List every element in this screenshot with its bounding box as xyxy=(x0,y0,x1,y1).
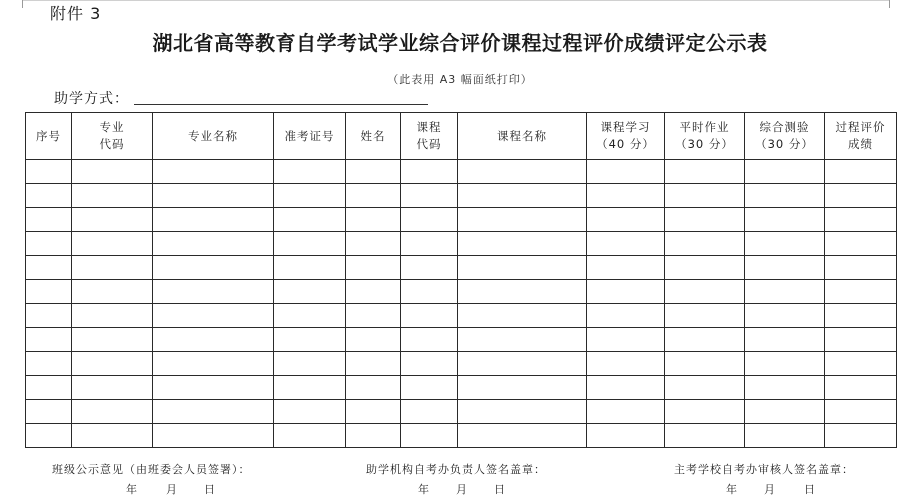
cell-major-name[interactable] xyxy=(153,400,274,424)
cell-process-score[interactable] xyxy=(825,232,897,256)
cell-ticket-no[interactable] xyxy=(274,184,346,208)
cell-course-study[interactable] xyxy=(587,232,665,256)
cell-overall-test[interactable] xyxy=(745,328,825,352)
table-row xyxy=(26,304,897,328)
cell-regular-work[interactable] xyxy=(665,256,745,280)
cell-course-name[interactable] xyxy=(458,232,587,256)
cell-major-name[interactable] xyxy=(153,328,274,352)
cell-overall-test[interactable] xyxy=(745,208,825,232)
column-header-overall-test xyxy=(745,113,825,160)
cell-seq[interactable] xyxy=(26,304,72,328)
agency-sign-label: 助学机构自考办负责人签名盖章： xyxy=(366,463,546,476)
cell-regular-work[interactable] xyxy=(665,424,745,448)
study-mode-label: 助学方式： xyxy=(54,91,129,107)
table-row xyxy=(26,376,897,400)
table-row xyxy=(26,352,897,376)
cell-course-name[interactable] xyxy=(458,256,587,280)
cell-name[interactable] xyxy=(346,160,401,184)
cell-name[interactable] xyxy=(346,232,401,256)
cell-major-code[interactable] xyxy=(72,208,153,232)
cell-overall-test[interactable] xyxy=(745,424,825,448)
cell-major-code[interactable] xyxy=(72,280,153,304)
cell-course-name[interactable] xyxy=(458,352,587,376)
column-header-line: 成绩 xyxy=(848,137,873,151)
cell-course-name[interactable] xyxy=(458,328,587,352)
date-day-label: 日 xyxy=(204,483,215,496)
date-year-label: 年 xyxy=(726,483,737,496)
cell-seq[interactable] xyxy=(26,328,72,352)
cell-major-name[interactable] xyxy=(153,184,274,208)
cell-process-score[interactable] xyxy=(825,424,897,448)
cell-ticket-no[interactable] xyxy=(274,424,346,448)
cell-seq[interactable] xyxy=(26,184,72,208)
column-header-seq xyxy=(26,113,72,160)
cell-course-code[interactable] xyxy=(401,184,458,208)
date-month-label: 月 xyxy=(764,483,775,496)
table-header-row xyxy=(26,113,897,160)
cell-seq[interactable] xyxy=(26,232,72,256)
cell-process-score[interactable] xyxy=(825,304,897,328)
cell-process-score[interactable] xyxy=(825,208,897,232)
column-header-major-name xyxy=(153,113,274,160)
print-note: （此表用 A3 幅面纸打印） xyxy=(387,73,533,86)
cell-ticket-no[interactable] xyxy=(274,328,346,352)
column-header-line: 准考证号 xyxy=(284,128,335,143)
cell-ticket-no[interactable] xyxy=(274,160,346,184)
cell-process-score[interactable] xyxy=(825,400,897,424)
cell-overall-test[interactable] xyxy=(745,400,825,424)
page-corner-mark-left xyxy=(22,0,23,8)
column-header-line: （30 分） xyxy=(755,137,814,151)
column-header-line: 课程学习 xyxy=(600,120,651,134)
cell-ticket-no[interactable] xyxy=(274,232,346,256)
table-row xyxy=(26,160,897,184)
cell-regular-work[interactable] xyxy=(665,280,745,304)
column-header-line: 代码 xyxy=(99,137,125,151)
cell-course-name[interactable] xyxy=(458,376,587,400)
table-row xyxy=(26,208,897,232)
cell-course-code[interactable] xyxy=(401,280,458,304)
attachment-label: 附件 3 xyxy=(50,4,102,23)
cell-major-name[interactable] xyxy=(153,232,274,256)
cell-name[interactable] xyxy=(346,304,401,328)
cell-seq[interactable] xyxy=(26,280,72,304)
column-header-line: 综合测验 xyxy=(759,120,810,134)
cell-overall-test[interactable] xyxy=(745,280,825,304)
cell-regular-work[interactable] xyxy=(665,400,745,424)
cell-course-name[interactable] xyxy=(458,160,587,184)
cell-course-study[interactable] xyxy=(587,280,665,304)
cell-process-score[interactable] xyxy=(825,184,897,208)
cell-process-score[interactable] xyxy=(825,376,897,400)
column-header-line: 代码 xyxy=(416,137,442,151)
cell-ticket-no[interactable] xyxy=(274,280,346,304)
cell-course-study[interactable] xyxy=(587,424,665,448)
column-header-name xyxy=(346,113,401,160)
cell-seq[interactable] xyxy=(26,400,72,424)
cell-seq[interactable] xyxy=(26,352,72,376)
cell-course-name[interactable] xyxy=(458,184,587,208)
cell-course-code[interactable] xyxy=(401,424,458,448)
column-header-line: （30 分） xyxy=(675,137,734,151)
column-header-line: 姓名 xyxy=(360,128,386,143)
cell-major-code[interactable] xyxy=(72,160,153,184)
cell-course-study[interactable] xyxy=(587,304,665,328)
table-row xyxy=(26,424,897,448)
column-header-line: （40 分） xyxy=(596,137,655,151)
cell-course-code[interactable] xyxy=(401,328,458,352)
cell-course-study[interactable] xyxy=(587,160,665,184)
cell-overall-test[interactable] xyxy=(745,232,825,256)
cell-regular-work[interactable] xyxy=(665,160,745,184)
cell-major-code[interactable] xyxy=(72,256,153,280)
cell-ticket-no[interactable] xyxy=(274,352,346,376)
cell-major-code[interactable] xyxy=(72,232,153,256)
cell-name[interactable] xyxy=(346,328,401,352)
school-sign-label: 主考学校自考办审核人签名盖章： xyxy=(674,463,854,476)
cell-course-study[interactable] xyxy=(587,376,665,400)
table-row xyxy=(26,184,897,208)
table-row xyxy=(26,232,897,256)
cell-name[interactable] xyxy=(346,400,401,424)
cell-major-name[interactable] xyxy=(153,376,274,400)
cell-ticket-no[interactable] xyxy=(274,304,346,328)
date-month-label: 月 xyxy=(166,483,177,496)
cell-name[interactable] xyxy=(346,352,401,376)
cell-course-study[interactable] xyxy=(587,184,665,208)
cell-process-score[interactable] xyxy=(825,256,897,280)
cell-regular-work[interactable] xyxy=(665,304,745,328)
cell-course-name[interactable] xyxy=(458,400,587,424)
cell-major-code[interactable] xyxy=(72,424,153,448)
cell-name[interactable] xyxy=(346,184,401,208)
column-header-line: 过程评价 xyxy=(835,120,886,134)
cell-name[interactable] xyxy=(346,376,401,400)
page-top-border xyxy=(22,0,890,1)
table-row xyxy=(26,400,897,424)
cell-seq[interactable] xyxy=(26,424,72,448)
cell-ticket-no[interactable] xyxy=(274,376,346,400)
cell-regular-work[interactable] xyxy=(665,352,745,376)
cell-course-code[interactable] xyxy=(401,256,458,280)
cell-major-name[interactable] xyxy=(153,256,274,280)
column-header-course-code xyxy=(401,113,458,160)
cell-name[interactable] xyxy=(346,424,401,448)
cell-course-study[interactable] xyxy=(587,352,665,376)
cell-course-code[interactable] xyxy=(401,304,458,328)
date-day-label: 日 xyxy=(494,483,505,496)
date-day-label: 日 xyxy=(804,483,815,496)
date-year-label: 年 xyxy=(418,483,429,496)
cell-course-code[interactable] xyxy=(401,232,458,256)
page-corner-mark-right xyxy=(889,0,890,8)
cell-process-score[interactable] xyxy=(825,328,897,352)
cell-overall-test[interactable] xyxy=(745,256,825,280)
cell-major-name[interactable] xyxy=(153,280,274,304)
cell-course-name[interactable] xyxy=(458,304,587,328)
column-header-line: 专业名称 xyxy=(188,128,238,143)
cell-major-code[interactable] xyxy=(72,400,153,424)
cell-course-name[interactable] xyxy=(458,424,587,448)
cell-ticket-no[interactable] xyxy=(274,256,346,280)
study-mode-fill-line[interactable] xyxy=(134,104,428,105)
cell-major-code[interactable] xyxy=(72,304,153,328)
cell-course-code[interactable] xyxy=(401,400,458,424)
cell-course-study[interactable] xyxy=(587,328,665,352)
cell-course-name[interactable] xyxy=(458,208,587,232)
cell-regular-work[interactable] xyxy=(665,184,745,208)
column-header-regular-work xyxy=(665,113,745,160)
cell-course-name[interactable] xyxy=(458,280,587,304)
document-title: 湖北省高等教育自学考试学业综合评价课程过程评价成绩评定公示表 xyxy=(152,31,768,55)
date-month-label: 月 xyxy=(456,483,467,496)
cell-course-study[interactable] xyxy=(587,208,665,232)
cell-major-name[interactable] xyxy=(153,352,274,376)
column-header-line: 序号 xyxy=(36,128,61,143)
cell-process-score[interactable] xyxy=(825,352,897,376)
cell-major-name[interactable] xyxy=(153,304,274,328)
cell-course-code[interactable] xyxy=(401,160,458,184)
cell-course-code[interactable] xyxy=(401,352,458,376)
column-header-line: 平时作业 xyxy=(679,120,730,134)
column-header-process-score xyxy=(825,113,897,160)
cell-overall-test[interactable] xyxy=(745,160,825,184)
table-row xyxy=(26,328,897,352)
cell-course-code[interactable] xyxy=(401,208,458,232)
cell-course-code[interactable] xyxy=(401,376,458,400)
cell-name[interactable] xyxy=(346,208,401,232)
cell-major-code[interactable] xyxy=(72,376,153,400)
cell-regular-work[interactable] xyxy=(665,328,745,352)
cell-seq[interactable] xyxy=(26,208,72,232)
cell-name[interactable] xyxy=(346,256,401,280)
cell-seq[interactable] xyxy=(26,256,72,280)
table-row xyxy=(26,280,897,304)
cell-major-code[interactable] xyxy=(72,328,153,352)
cell-major-name[interactable] xyxy=(153,424,274,448)
cell-ticket-no[interactable] xyxy=(274,400,346,424)
cell-seq[interactable] xyxy=(26,376,72,400)
cell-major-name[interactable] xyxy=(153,160,274,184)
column-header-course-study xyxy=(587,113,665,160)
cell-process-score[interactable] xyxy=(825,280,897,304)
cell-seq[interactable] xyxy=(26,160,72,184)
column-header-major-code xyxy=(72,113,153,160)
score-table xyxy=(25,112,897,448)
cell-overall-test[interactable] xyxy=(745,304,825,328)
class-opinion-label: 班级公示意见（由班委会人员签署）： xyxy=(52,463,251,476)
cell-overall-test[interactable] xyxy=(745,376,825,400)
cell-course-study[interactable] xyxy=(587,400,665,424)
cell-ticket-no[interactable] xyxy=(274,208,346,232)
cell-overall-test[interactable] xyxy=(745,184,825,208)
cell-process-score[interactable] xyxy=(825,160,897,184)
table-row xyxy=(26,256,897,280)
cell-major-name[interactable] xyxy=(153,208,274,232)
column-header-line: 课程 xyxy=(416,120,442,134)
cell-major-code[interactable] xyxy=(72,184,153,208)
cell-regular-work[interactable] xyxy=(665,208,745,232)
cell-course-study[interactable] xyxy=(587,256,665,280)
table-body xyxy=(26,160,897,448)
cell-name[interactable] xyxy=(346,280,401,304)
column-header-course-name xyxy=(458,113,587,160)
cell-regular-work[interactable] xyxy=(665,376,745,400)
date-year-label: 年 xyxy=(126,483,137,496)
column-header-ticket-no xyxy=(274,113,346,160)
column-header-line: 课程名称 xyxy=(497,128,547,143)
column-header-line: 专业 xyxy=(99,120,125,134)
cell-major-code[interactable] xyxy=(72,352,153,376)
cell-overall-test[interactable] xyxy=(745,352,825,376)
cell-regular-work[interactable] xyxy=(665,232,745,256)
